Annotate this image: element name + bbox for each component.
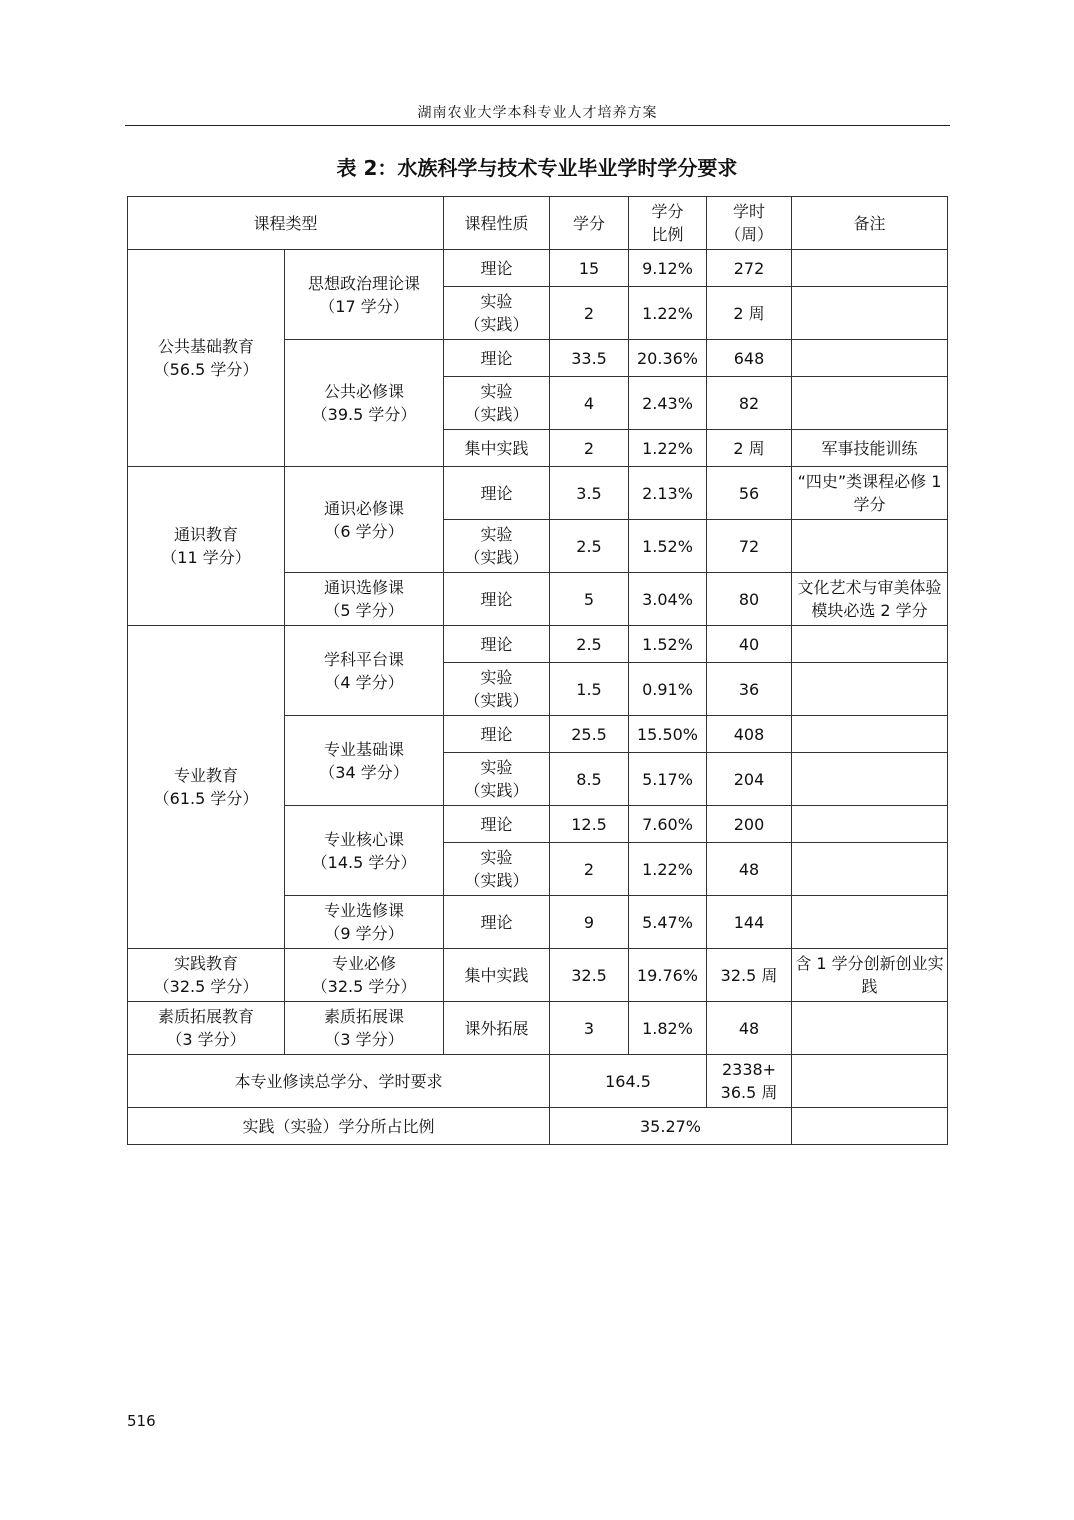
course-nature-cell: 理论	[444, 896, 550, 949]
total-label: 本专业修读总学分、学时要求	[128, 1055, 550, 1108]
hours-cell: 48	[707, 1002, 792, 1055]
course-nature-cell: 实验 （实践）	[444, 287, 550, 340]
hours-cell: 144	[707, 896, 792, 949]
header-note: 备注	[792, 197, 948, 250]
practice-ratio-row	[128, 1108, 948, 1145]
course-nature-cell: 实验 （实践）	[444, 843, 550, 896]
credit-ratio-cell: 5.47%	[629, 896, 707, 949]
course-type-cell: 学科平台课 （4 学分）	[285, 626, 444, 716]
hours-cell: 56	[707, 467, 792, 520]
credits-cell: 32.5	[550, 949, 629, 1002]
credit-ratio-cell: 15.50%	[629, 716, 707, 753]
note-cell	[792, 287, 948, 340]
credit-ratio-cell: 5.17%	[629, 753, 707, 806]
course-type-cell: 专业基础课 （34 学分）	[285, 716, 444, 806]
course-nature-cell: 课外拓展	[444, 1002, 550, 1055]
course-nature-cell: 集中实践	[444, 949, 550, 1002]
credits-cell: 33.5	[550, 340, 629, 377]
note-cell	[792, 1002, 948, 1055]
header-hours: 学时 （周）	[707, 197, 792, 250]
credits-cell: 1.5	[550, 663, 629, 716]
hours-cell: 204	[707, 753, 792, 806]
total-row	[128, 1055, 948, 1108]
course-type-cell: 专业核心课 （14.5 学分）	[285, 806, 444, 896]
hours-cell: 48	[707, 843, 792, 896]
course-nature-cell: 理论	[444, 573, 550, 626]
course-group-cell: 专业教育 （61.5 学分）	[128, 626, 285, 949]
credit-ratio-cell: 2.13%	[629, 467, 707, 520]
credits-cell: 15	[550, 250, 629, 287]
course-type-cell: 专业必修 （32.5 学分）	[285, 949, 444, 1002]
header-rule	[125, 125, 950, 126]
course-nature-cell: 理论	[444, 340, 550, 377]
credit-ratio-cell: 3.04%	[629, 573, 707, 626]
table-row	[128, 1002, 948, 1055]
credit-ratio-cell: 9.12%	[629, 250, 707, 287]
note-cell	[792, 843, 948, 896]
practice-ratio-label: 实践（实验）学分所占比例	[128, 1108, 550, 1145]
course-nature-cell: 实验 （实践）	[444, 377, 550, 430]
table-row	[128, 467, 948, 520]
credit-ratio-cell: 19.76%	[629, 949, 707, 1002]
course-group-cell: 通识教育 （11 学分）	[128, 467, 285, 626]
note-cell	[792, 520, 948, 573]
course-type-cell: 专业选修课 （9 学分）	[285, 896, 444, 949]
credit-ratio-cell: 20.36%	[629, 340, 707, 377]
course-nature-cell: 实验 （实践）	[444, 663, 550, 716]
hours-cell: 2 周	[707, 430, 792, 467]
running-header: 湖南农业大学本科专业人才培养方案	[417, 105, 658, 121]
note-cell	[792, 626, 948, 663]
table-row	[128, 626, 948, 663]
header-ratio: 学分 比例	[629, 197, 707, 250]
credit-ratio-cell: 0.91%	[629, 663, 707, 716]
credits-cell: 12.5	[550, 806, 629, 843]
note-cell	[792, 716, 948, 753]
credits-cell: 2	[550, 843, 629, 896]
course-nature-cell: 理论	[444, 626, 550, 663]
credits-cell: 4	[550, 377, 629, 430]
note-cell	[792, 340, 948, 377]
credit-ratio-cell: 1.52%	[629, 626, 707, 663]
table-row	[128, 250, 948, 287]
credit-ratio-cell: 1.52%	[629, 520, 707, 573]
credit-ratio-cell: 1.82%	[629, 1002, 707, 1055]
course-type-cell: 思想政治理论课 （17 学分）	[285, 250, 444, 340]
table-title: 表 2：水族科学与技术专业毕业学时学分要求	[336, 156, 738, 180]
credits-cell: 9	[550, 896, 629, 949]
header-category: 课程类型	[128, 197, 444, 250]
hours-cell: 648	[707, 340, 792, 377]
course-group-cell: 公共基础教育 （56.5 学分）	[128, 250, 285, 467]
course-nature-cell: 实验 （实践）	[444, 753, 550, 806]
credits-cell: 3.5	[550, 467, 629, 520]
practice-ratio-note	[792, 1108, 948, 1145]
note-cell: “四史”类课程必修 1 学分	[792, 467, 948, 520]
header-credits: 学分	[550, 197, 629, 250]
hours-cell: 32.5 周	[707, 949, 792, 1002]
table-body	[128, 197, 948, 1145]
credit-ratio-cell: 1.22%	[629, 843, 707, 896]
hours-cell: 80	[707, 573, 792, 626]
credits-cell: 25.5	[550, 716, 629, 753]
credits-cell: 8.5	[550, 753, 629, 806]
table-row	[128, 949, 948, 1002]
course-nature-cell: 理论	[444, 467, 550, 520]
hours-cell: 272	[707, 250, 792, 287]
course-nature-cell: 理论	[444, 806, 550, 843]
note-cell: 文化艺术与审美体验模块必选 2 学分	[792, 573, 948, 626]
header-nature: 课程性质	[444, 197, 550, 250]
note-cell	[792, 753, 948, 806]
practice-ratio-value: 35.27%	[550, 1108, 792, 1145]
course-nature-cell: 实验 （实践）	[444, 520, 550, 573]
hours-cell: 82	[707, 377, 792, 430]
total-hours: 2338+ 36.5 周	[707, 1055, 792, 1108]
course-nature-cell: 集中实践	[444, 430, 550, 467]
credit-ratio-cell: 7.60%	[629, 806, 707, 843]
credits-cell: 3	[550, 1002, 629, 1055]
credit-requirements-table	[127, 196, 948, 1145]
hours-cell: 2 周	[707, 287, 792, 340]
note-cell: 军事技能训练	[792, 430, 948, 467]
credit-ratio-cell: 1.22%	[629, 287, 707, 340]
course-nature-cell: 理论	[444, 716, 550, 753]
credits-cell: 2.5	[550, 520, 629, 573]
note-cell	[792, 806, 948, 843]
total-credits: 164.5	[550, 1055, 707, 1108]
course-type-cell: 通识选修课 （5 学分）	[285, 573, 444, 626]
hours-cell: 200	[707, 806, 792, 843]
total-note	[792, 1055, 948, 1108]
hours-cell: 408	[707, 716, 792, 753]
note-cell: 含 1 学分创新创业实践	[792, 949, 948, 1002]
credit-ratio-cell: 2.43%	[629, 377, 707, 430]
note-cell	[792, 663, 948, 716]
credits-cell: 2	[550, 430, 629, 467]
credits-cell: 2	[550, 287, 629, 340]
note-cell	[792, 377, 948, 430]
credits-cell: 5	[550, 573, 629, 626]
header-row	[128, 197, 948, 250]
hours-cell: 36	[707, 663, 792, 716]
course-nature-cell: 理论	[444, 250, 550, 287]
course-type-cell: 通识必修课 （6 学分）	[285, 467, 444, 573]
page-number: 516	[127, 1412, 156, 1430]
hours-cell: 40	[707, 626, 792, 663]
hours-cell: 72	[707, 520, 792, 573]
note-cell	[792, 250, 948, 287]
credits-cell: 2.5	[550, 626, 629, 663]
course-group-cell: 素质拓展教育 （3 学分）	[128, 1002, 285, 1055]
note-cell	[792, 896, 948, 949]
course-group-cell: 实践教育 （32.5 学分）	[128, 949, 285, 1002]
course-type-cell: 公共必修课 （39.5 学分）	[285, 340, 444, 467]
course-type-cell: 素质拓展课 （3 学分）	[285, 1002, 444, 1055]
credit-ratio-cell: 1.22%	[629, 430, 707, 467]
